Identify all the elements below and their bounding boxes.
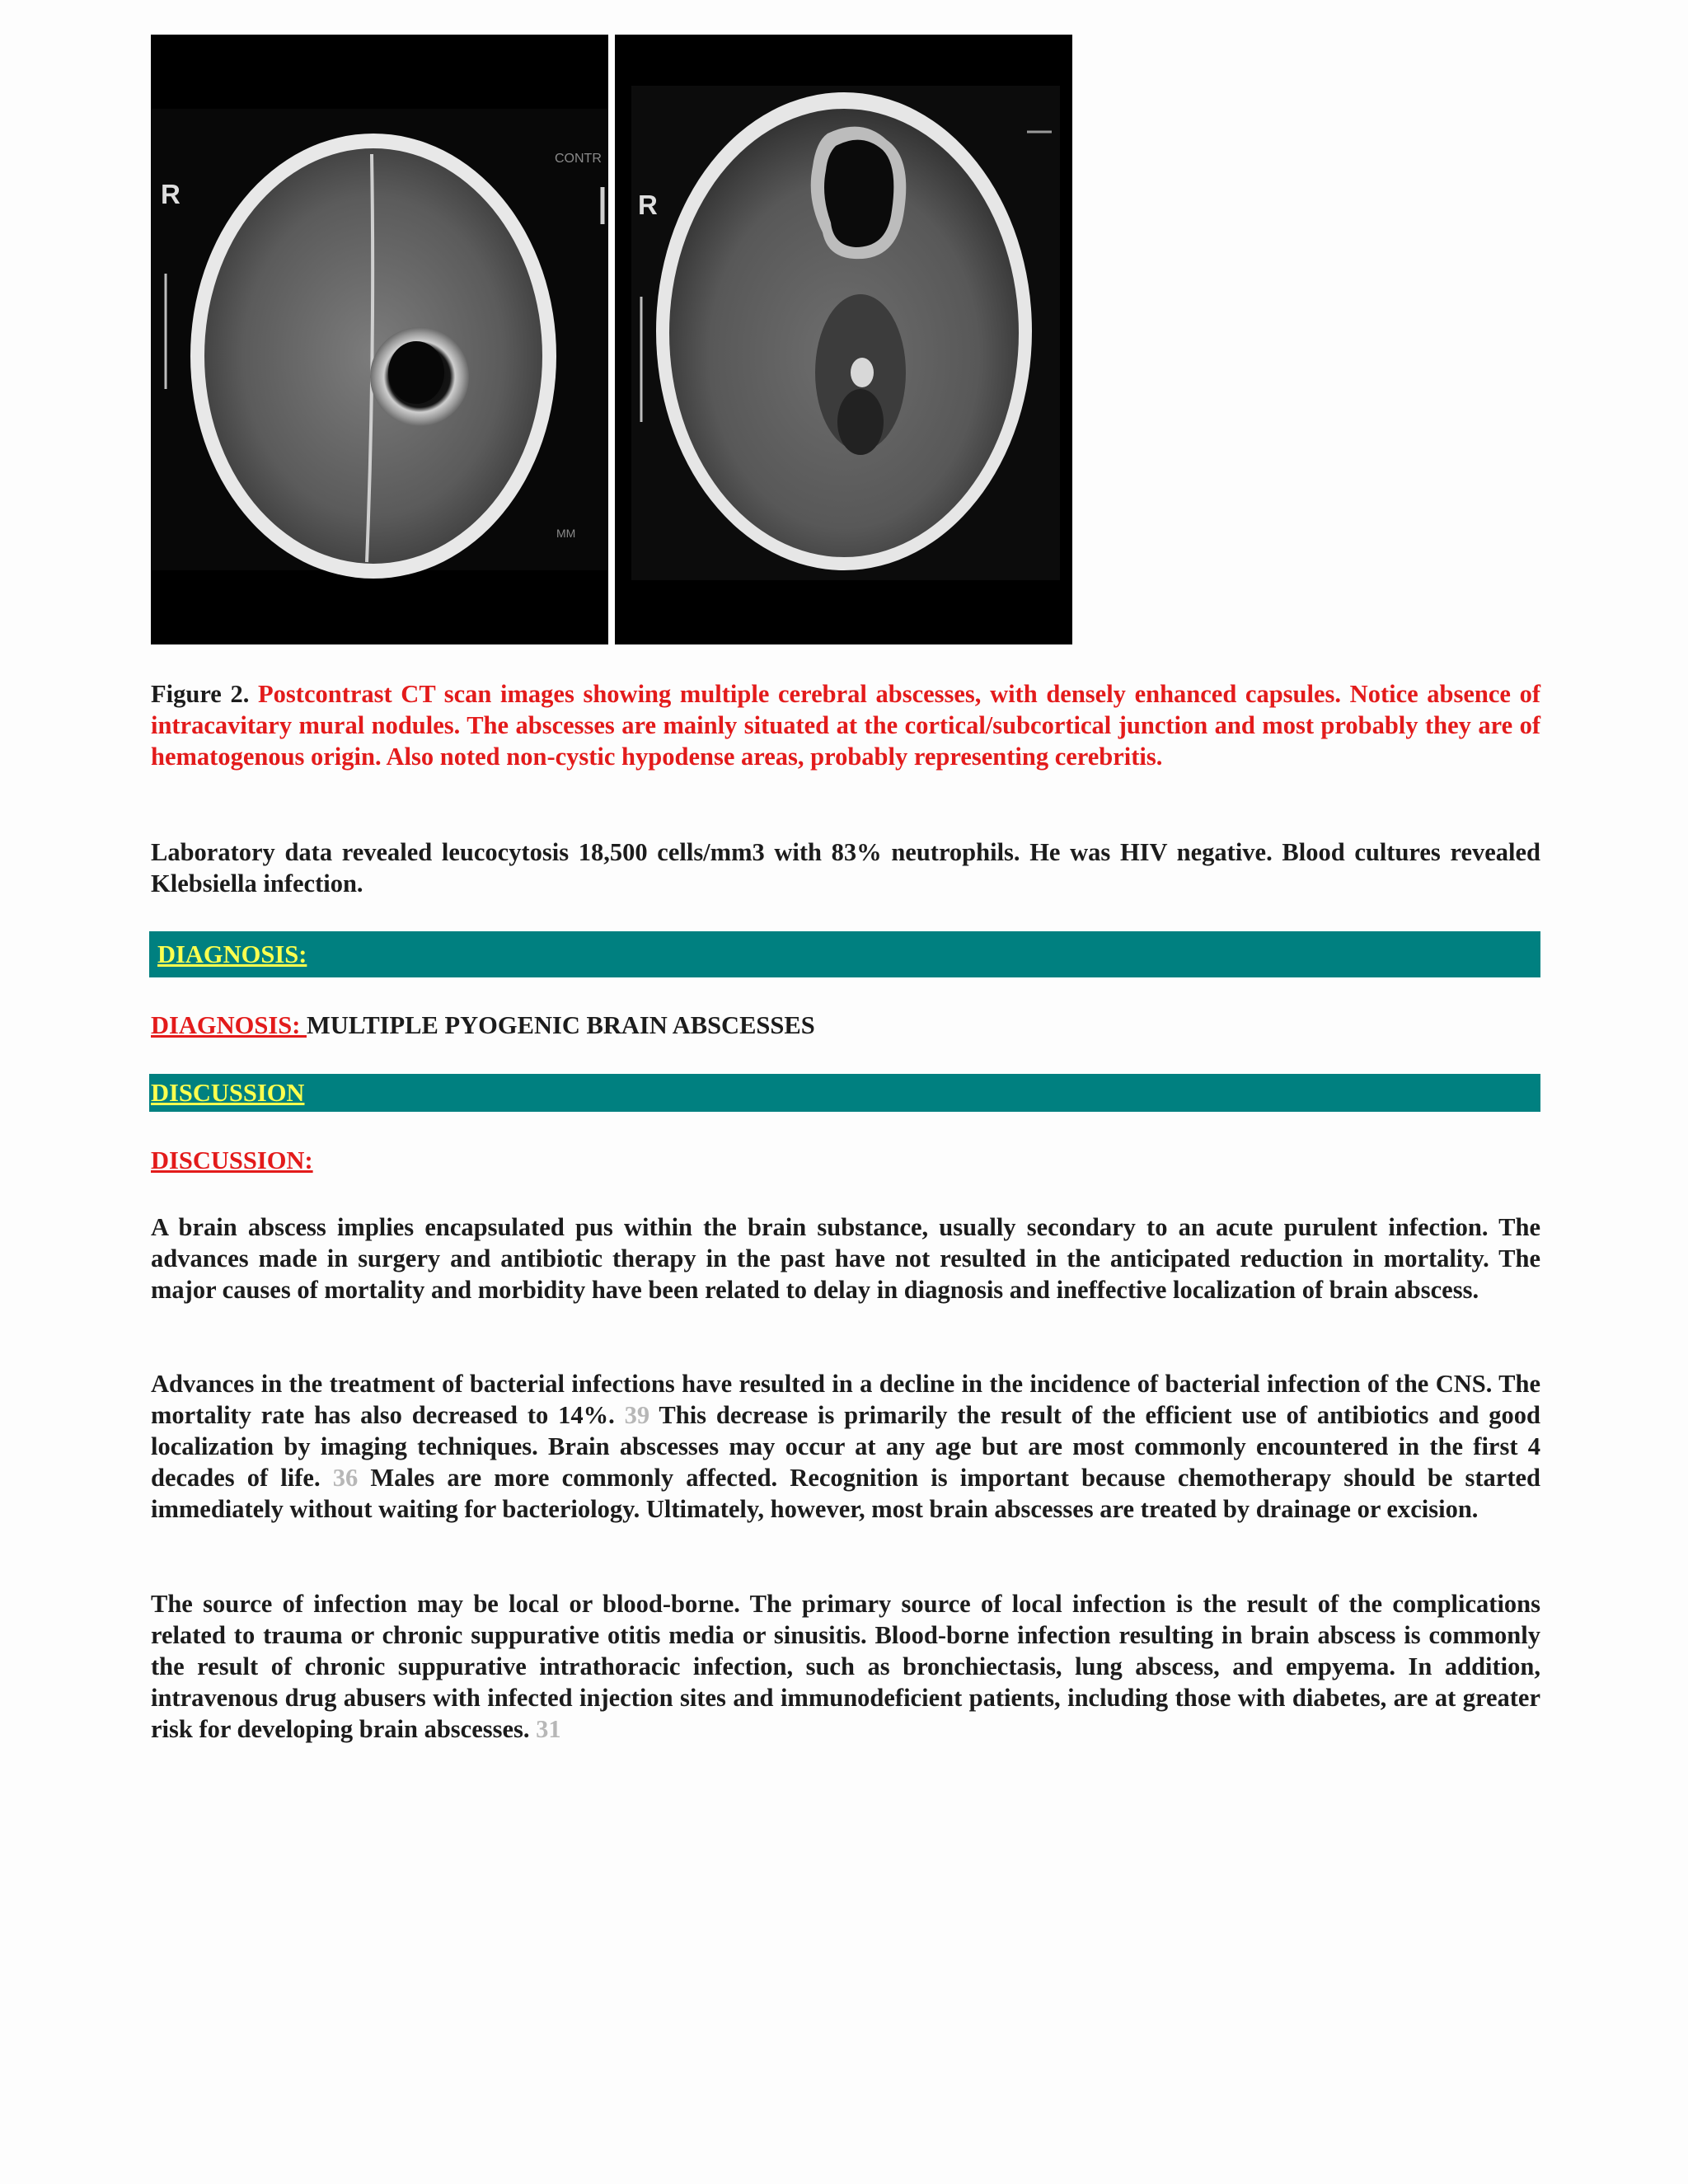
discussion-paragraph-2: [151, 1368, 1540, 1525]
lab-data-paragraph: Laboratory data revealed leucocytosis 18,500 cells/mm3 with 83% neutrophils. He was HIV negative. Blood cultures revealed Klebsiella infection.: [151, 838, 1540, 898]
caption-label: Figure 2.: [151, 680, 250, 708]
scan-left-corner-text: MM: [556, 527, 576, 540]
discussion-header-label: DISCUSSION: [151, 1079, 305, 1107]
svg-text:R: R: [638, 190, 658, 220]
diagnosis-line: [151, 1010, 1540, 1041]
ct-scan-image-right: [615, 35, 1072, 644]
p2-text-a: Advances in the treatment of bacterial infections have resulted in a decline in the incidence of bacterial infection of the CNS. The mortality rate has also decreased to 14%.: [151, 1370, 1540, 1429]
figure-2: [151, 35, 1072, 644]
discussion-heading: [151, 1145, 1540, 1176]
ct-scan-image-left: [151, 35, 608, 644]
scan-left-marker: [161, 179, 181, 209]
discussion-section-header: [149, 1074, 1540, 1112]
citation-36[interactable]: 36: [332, 1464, 359, 1492]
citation-39[interactable]: 39: [624, 1401, 650, 1429]
diagnosis-section-header: [149, 931, 1540, 977]
diagnosis-value: MULTIPLE PYOGENIC BRAIN ABSCESSES: [306, 1011, 815, 1039]
diagnosis-header-label: DIAGNOSIS:: [157, 940, 307, 968]
caption-text: Postcontrast CT scan images showing multiple cerebral abscesses, with densely enhanced capsules. Notice absence of intracavitary mural nodules. The abscesses are mainly situated at the cortical/subcortical junction and most probably they are of hematogenous origin. Also noted non-cystic hypodense areas, probably representing cerebritis.: [151, 680, 1541, 771]
citation-31[interactable]: 31: [536, 1715, 561, 1743]
discussion-paragraph-1: A brain abscess implies encapsulated pus within the brain substance, usually secondary to an acute purulent infection. The advances made in surgery and antibiotic therapy in the past have not resulted in the anticipated reduction in mortality. The major causes of mortality and morbidity have been related to delay in diagnosis and ineffective localization of brain abscess.: [151, 1213, 1540, 1304]
p2-text-c: Males are more commonly affected. Recognition is important because chemotherapy should be started immediately without waiting for bacteriology. Ultimately, however, most brain abscesses are treated by drainage or excision.: [151, 1464, 1541, 1523]
p3-text: The source of infection may be local or blood-borne. The primary source of local infection is the result of the complications related to trauma or chronic suppurative otitis media or sinusitis. Blood-borne infection resulting in brain abscess is commonly the result of chronic suppurative intrathoracic infection, such as bronchiectasis, lung abscess, and empyema. In addition, intravenous drug abusers with infected injection sites and immunodeficient patients, including those with diabetes, are at greater risk for developing brain abscesses.: [151, 1590, 1540, 1743]
p2-text-b: This decrease is primarily the result of the efficient use of antibiotics and good localization by imaging techniques. Brain abscesses may occur at any age but are most commonly encountered in the first 4 decades of life.: [151, 1401, 1541, 1492]
scan-right-marker: [638, 190, 658, 220]
discussion-paragraph-3: [151, 1588, 1540, 1745]
svg-text:R: R: [161, 179, 181, 209]
figure-caption: [151, 678, 1540, 772]
diagnosis-label: DIAGNOSIS:: [151, 1011, 307, 1039]
discussion-heading-label: DISCUSSION:: [151, 1146, 313, 1174]
scan-left-overlay-text: CONTR: [555, 152, 602, 166]
